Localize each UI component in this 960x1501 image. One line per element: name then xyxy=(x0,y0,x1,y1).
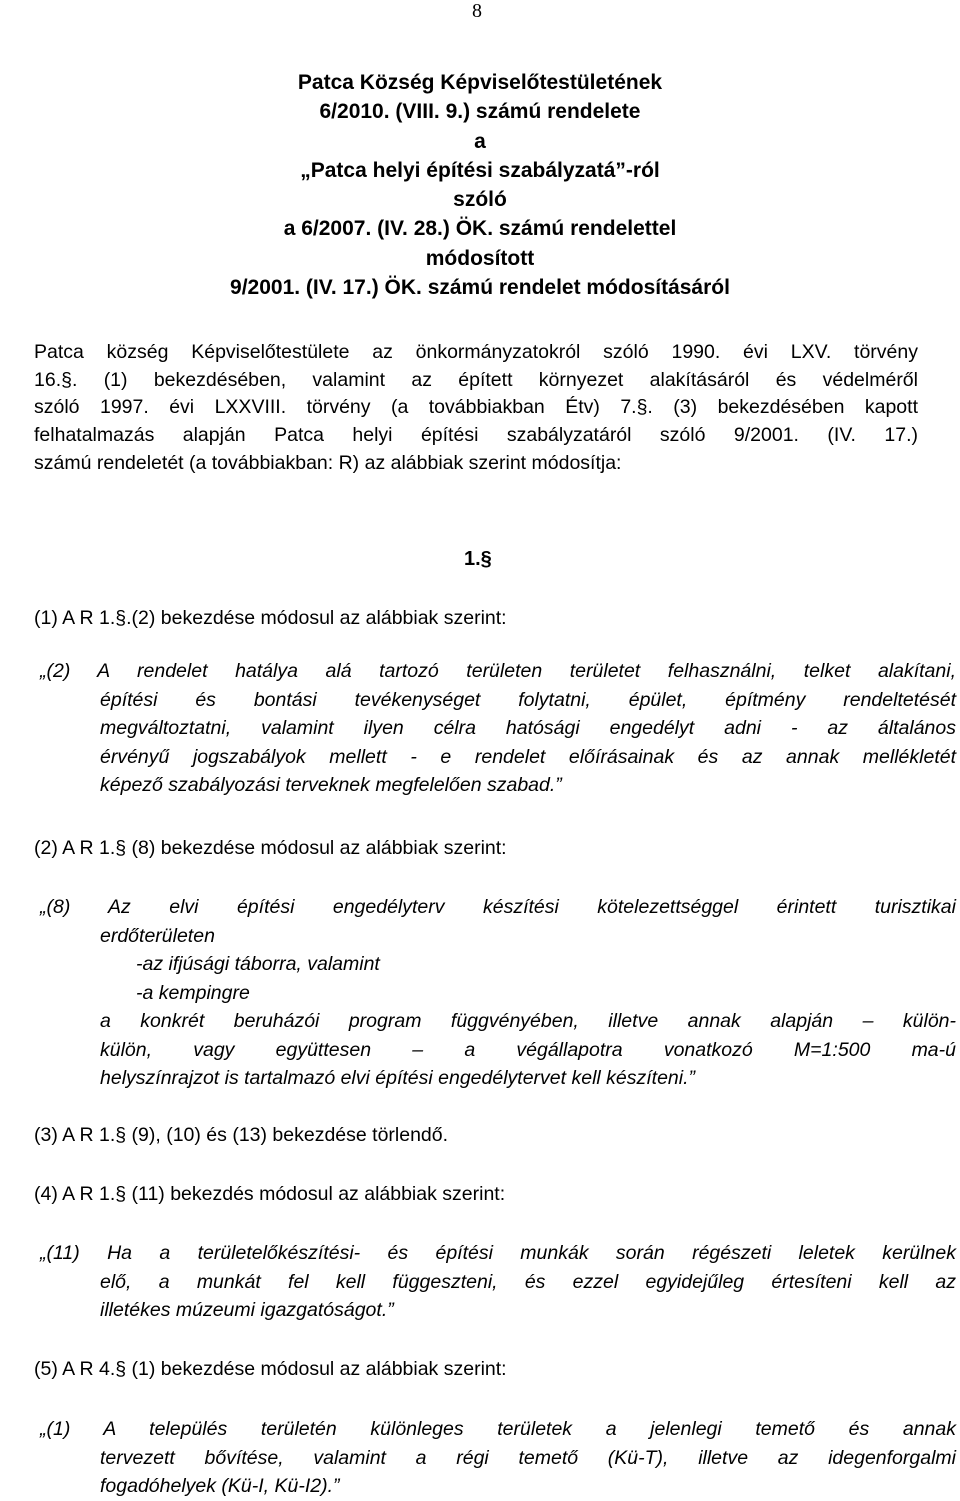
quote-line: érvényű jogszabályok mellett - e rendelet előírásainak és az annak mellékletét xyxy=(100,745,956,768)
page-number: 8 xyxy=(472,0,482,22)
quote-line: „(1) A település területén különleges területek a jelenlegi temető és annak xyxy=(40,1418,956,1440)
quote-line: helyszínrajzot is tartalmazó elvi építési engedélytervet kell készíteni.” xyxy=(100,1067,696,1089)
quote-line: -az ifjúsági táborra, valamint xyxy=(136,953,380,975)
title-line: „Patca helyi építési szabályzatá”-ról xyxy=(300,158,660,182)
quote-line: -a kempingre xyxy=(136,981,250,1004)
title-line: 9/2001. (IV. 17.) ÖK. számú rendelet módosításáról xyxy=(230,276,730,300)
quote-line: erdőterületen xyxy=(100,924,215,947)
preamble-line: Patca község Képviselőtestülete az önkormányzatokról szóló 1990. évi LXV. törvény xyxy=(34,341,918,363)
title-line: szóló xyxy=(453,188,507,212)
title-line: a xyxy=(474,129,486,153)
amendment-3: (3) A R 1.§ (9), (10) és (13) bekezdése törlendő. xyxy=(34,1124,449,1146)
amendment-4: (4) A R 1.§ (11) bekezdés módosul az alábbiak szerint: xyxy=(34,1183,506,1205)
quote-block-3 xyxy=(40,1239,956,1325)
quote-line: megváltoztatni, valamint ilyen célra hatósági engedélyt adni - az általános xyxy=(100,717,956,739)
title-line: módosított xyxy=(425,246,535,270)
document-title xyxy=(0,68,960,302)
quote-line: külön, vagy együttesen – a végállapotra vonatkozó M=1:500 ma-ú xyxy=(100,1038,956,1061)
quote-line: „(8) Az elvi építési engedélyterv készítési kötelezettséggel érintett turisztikai xyxy=(40,896,956,918)
quote-block-4 xyxy=(40,1415,956,1501)
quote-line: elő, a munkát fel kell függeszteni, és ezzel egyidejűleg értesíteni kell az xyxy=(100,1270,956,1293)
amendment-2: (2) A R 1.§ (8) bekezdése módosul az alábbiak szerint: xyxy=(34,837,507,859)
amendment-1: (1) A R 1.§.(2) bekezdése módosul az alábbiak szerint: xyxy=(34,607,507,629)
preamble-line: felhatalmazás alapján Patca helyi építési szabályzatáról szóló 9/2001. (IV. 17.) xyxy=(34,424,918,447)
title-line: 6/2010. (VIII. 9.) számú rendelete xyxy=(319,100,641,124)
preamble xyxy=(34,339,918,477)
preamble-line: szóló 1997. évi LXXVIII. törvény (a továbbiakban Étv) 7.§. (3) bekezdésében kapott xyxy=(34,396,918,419)
quote-line: építési és bontási tevékenységet folytatni, épület, építmény rendeltetését xyxy=(100,688,956,711)
quote-block-2 xyxy=(40,893,956,1093)
preamble-line: 16.§. (1) bekezdésében, valamint az épített környezet alakításáról és védelméről xyxy=(34,368,918,391)
amendment-5: (5) A R 4.§ (1) bekezdése módosul az alábbiak szerint: xyxy=(34,1358,507,1380)
quote-line: képező szabályozási terveknek megfelelően szabad.” xyxy=(100,774,562,796)
quote-line: fogadóhelyek (Kü-I, Kü-I2).” xyxy=(100,1475,340,1497)
quote-line: tervezett bővítése, valamint a régi temető (Kü-T), illetve az idegenforgalmi xyxy=(100,1446,956,1469)
preamble-line: számú rendeletét (a továbbiakban: R) az alábbiak szerint módosítja: xyxy=(34,451,622,474)
quote-line: „(2) A rendelet hatálya alá tartozó területen területet felhasználni, telket alakítani, xyxy=(40,660,956,682)
quote-block-1 xyxy=(40,657,956,800)
title-line: Patca Község Képviselőtestületének xyxy=(297,71,663,94)
quote-line: illetékes múzeumi igazgatóságot.” xyxy=(100,1299,394,1321)
section-heading: 1.§ xyxy=(464,548,492,570)
quote-line: a konkrét beruházói program függvényében, illetve annak alapján – külön- xyxy=(100,1010,956,1032)
quote-line: „(11) Ha a területelőkészítési- és építési munkák során régészeti leletek kerülnek xyxy=(40,1242,956,1264)
title-line: a 6/2007. (IV. 28.) ÖK. számú rendelettel xyxy=(283,217,677,241)
